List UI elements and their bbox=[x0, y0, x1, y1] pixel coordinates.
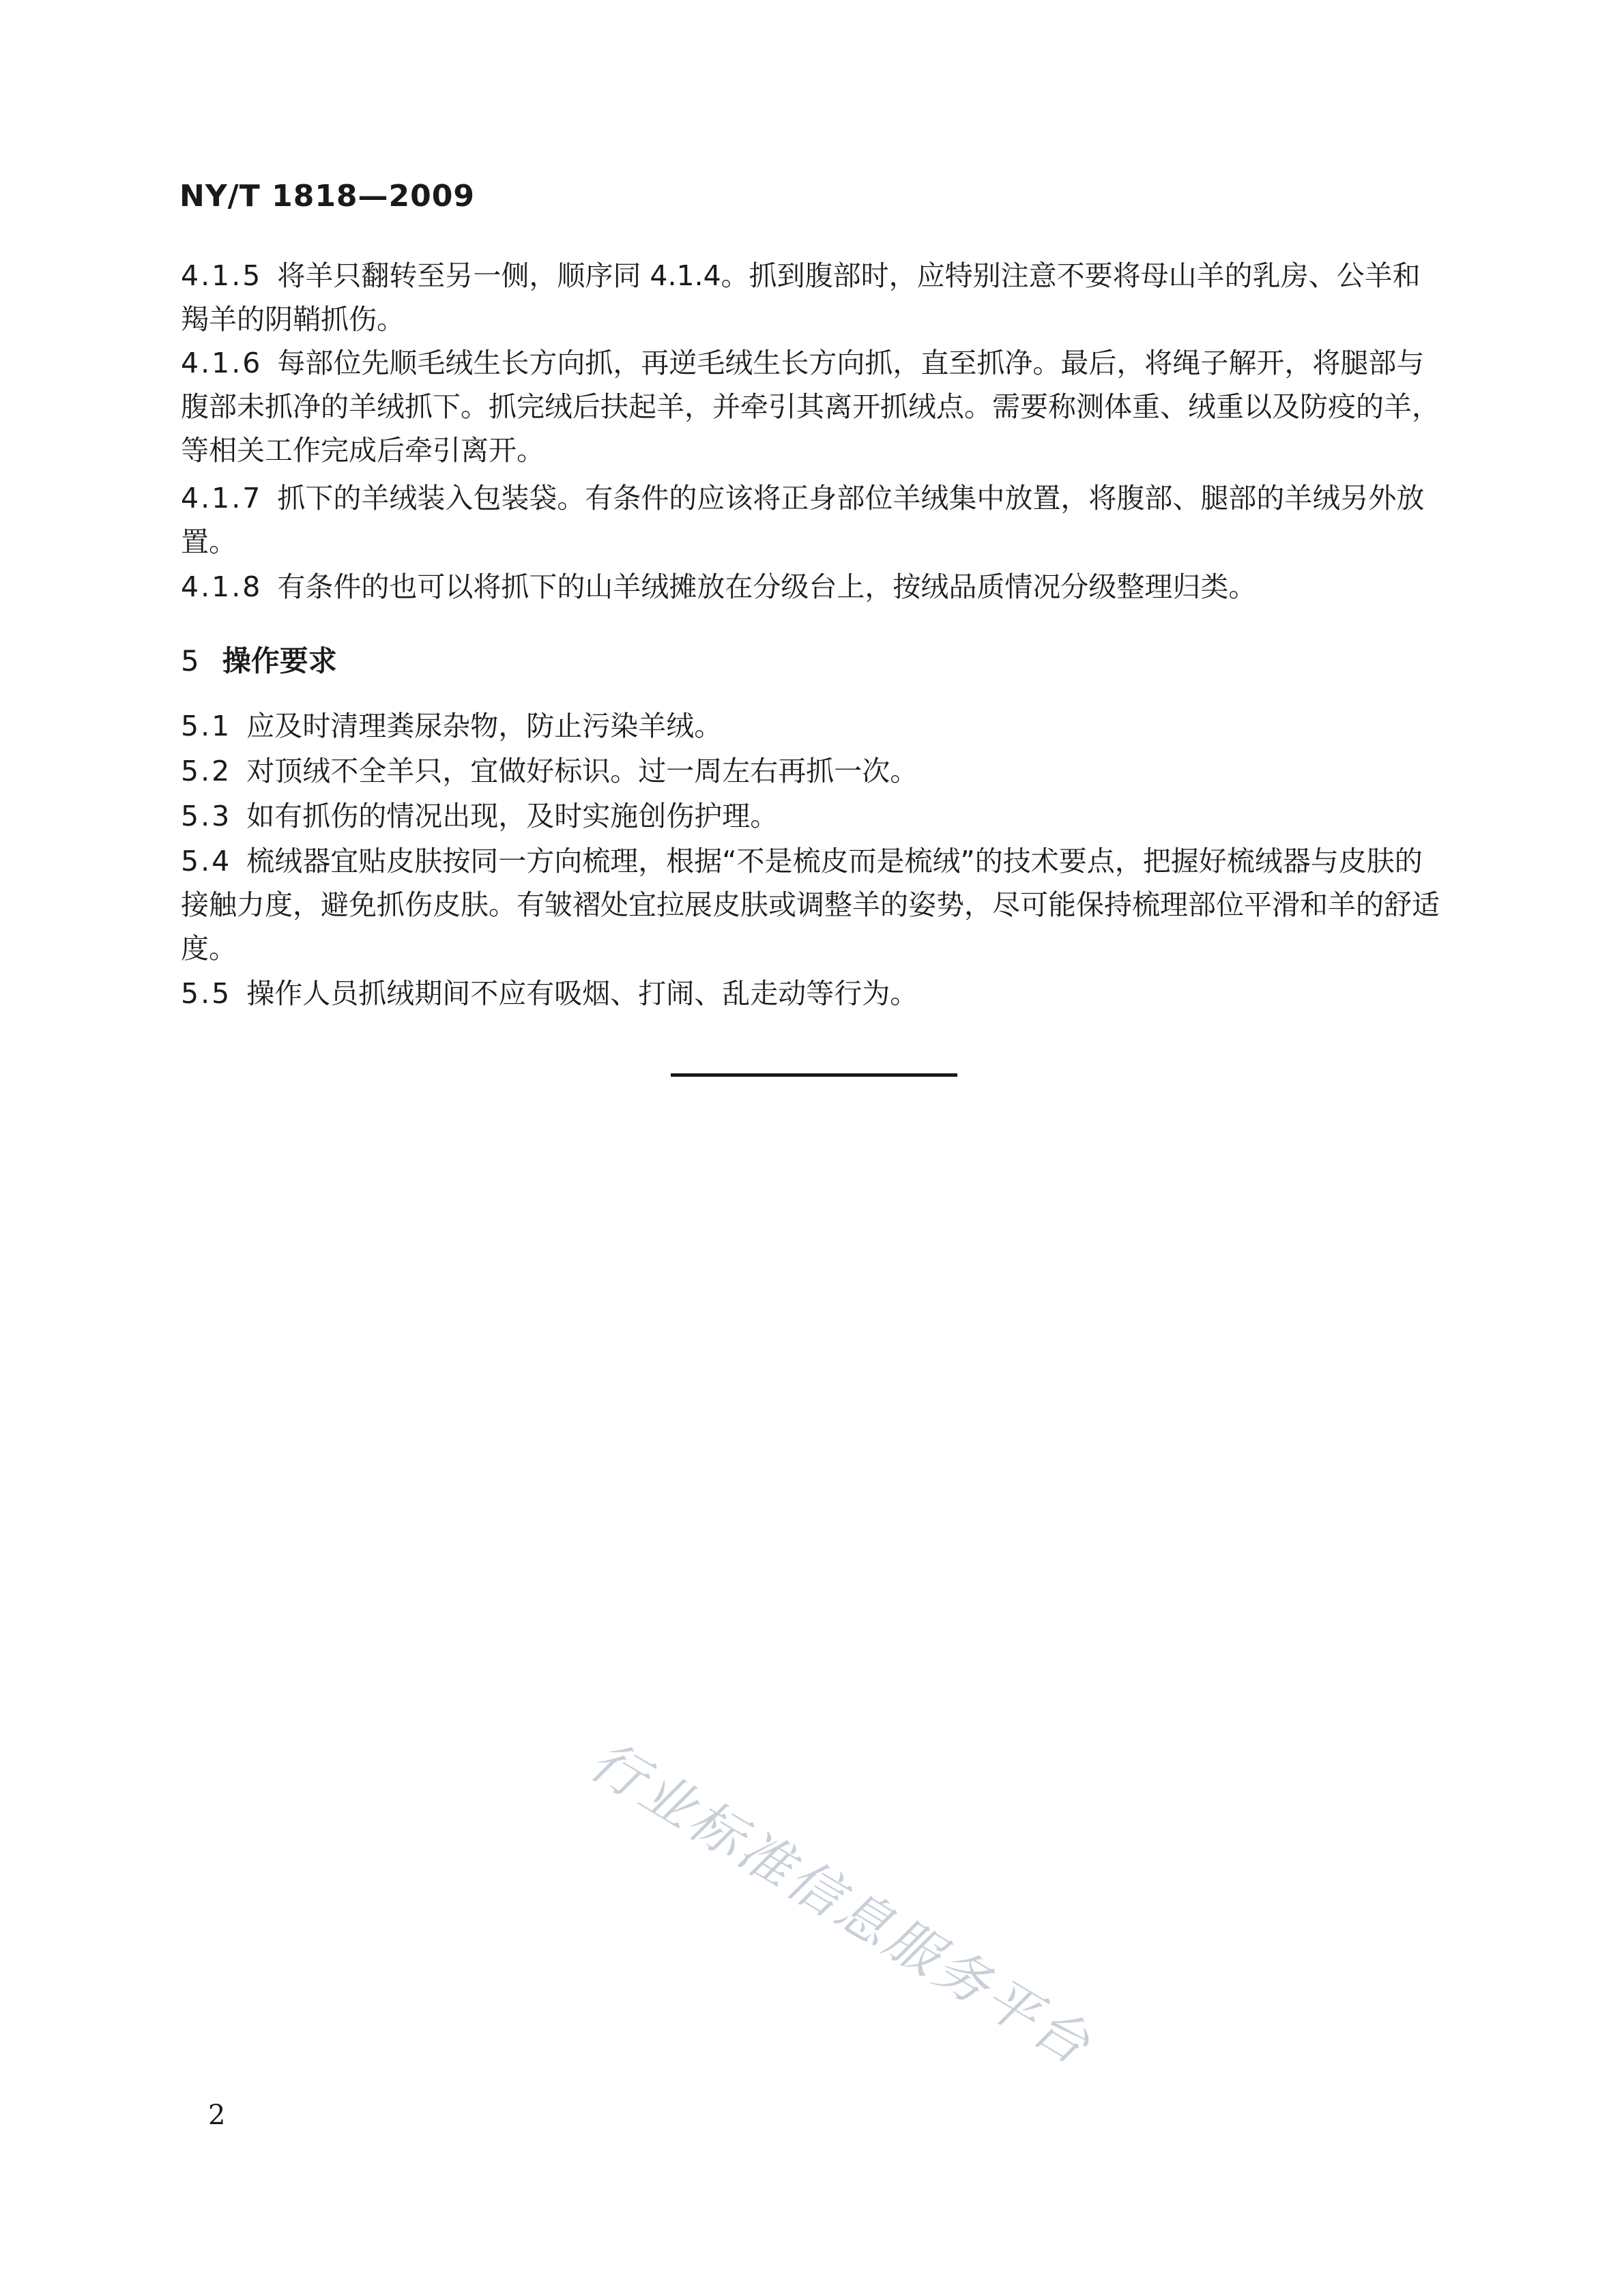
section-title: 操作要求 bbox=[222, 644, 337, 678]
clause-5-4 bbox=[181, 839, 1447, 970]
clause-text: 有条件的也可以将抓下的山羊绒摊放在分级台上，按绒品质情况分级整理归类。 bbox=[277, 570, 1257, 603]
clause-text: 抓下的羊绒装入包装袋。有条件的应该将正身部位羊绒集中放置，将腹部、腿部的羊绒另外放置。 bbox=[181, 482, 1425, 558]
standard-code: NY/T 1818—2009 bbox=[179, 179, 476, 214]
clause-4-1-5 bbox=[181, 254, 1447, 341]
clause-text: 将羊只翻转至另一侧，顺序同 4.1.4。抓到腹部时，应特别注意不要将母山羊的乳房、公羊和羯羊的阴鞘抓伤。 bbox=[181, 259, 1421, 336]
clause-4-1-7 bbox=[181, 476, 1447, 564]
clause-4-1-6 bbox=[181, 341, 1447, 472]
clause-number: 4.1.7 bbox=[181, 482, 263, 514]
clause-text: 应及时清理粪尿杂物，防止污染羊绒。 bbox=[246, 710, 723, 742]
clause-5-3 bbox=[181, 794, 1447, 838]
clause-number: 4.1.6 bbox=[181, 347, 263, 379]
clause-number: 5.1 bbox=[181, 710, 232, 742]
clause-5-5 bbox=[181, 972, 1447, 1015]
watermark: 行业标准信息服务平台 bbox=[579, 1730, 1103, 2078]
clause-5-2 bbox=[181, 749, 1447, 793]
clause-number: 5.2 bbox=[181, 755, 232, 787]
clause-5-1 bbox=[181, 704, 1447, 748]
clause-text: 每部位先顺毛绒生长方向抓，再逆毛绒生长方向抓，直至抓净。最后，将绳子解开，将腿部与腹部未抓净的羊绒抓下。抓完绒后扶起羊，并牵引其离开抓绒点。需要称测体重、绒重以及防疫的羊，等相关工作完成后牵引离开。 bbox=[181, 347, 1440, 467]
clause-4-1-8 bbox=[181, 565, 1447, 609]
end-of-document-rule bbox=[671, 1073, 957, 1077]
page-number: 2 bbox=[208, 2100, 226, 2131]
section-5-heading bbox=[181, 639, 337, 680]
clause-number: 4.1.5 bbox=[181, 259, 263, 292]
clause-text: 如有抓伤的情况出现，及时实施创伤护理。 bbox=[246, 800, 779, 832]
section-number: 5 bbox=[181, 644, 199, 678]
clause-text: 对顶绒不全羊只，宜做好标识。过一周左右再抓一次。 bbox=[246, 755, 918, 787]
clause-number: 5.5 bbox=[181, 977, 232, 1010]
clause-text: 梳绒器宜贴皮肤按同一方向梳理，根据“不是梳皮而是梳绒”的技术要点，把握好梳绒器与皮肤的接触力度，避免抓伤皮肤。有皱褶处宜拉展皮肤或调整羊的姿势，尽可能保持梳理部位平滑和羊的舒适度。 bbox=[181, 845, 1440, 965]
clause-number: 4.1.8 bbox=[181, 570, 263, 603]
clause-text: 操作人员抓绒期间不应有吸烟、打闹、乱走动等行为。 bbox=[246, 977, 918, 1010]
clause-number: 5.4 bbox=[181, 845, 232, 878]
clause-number: 5.3 bbox=[181, 800, 232, 832]
